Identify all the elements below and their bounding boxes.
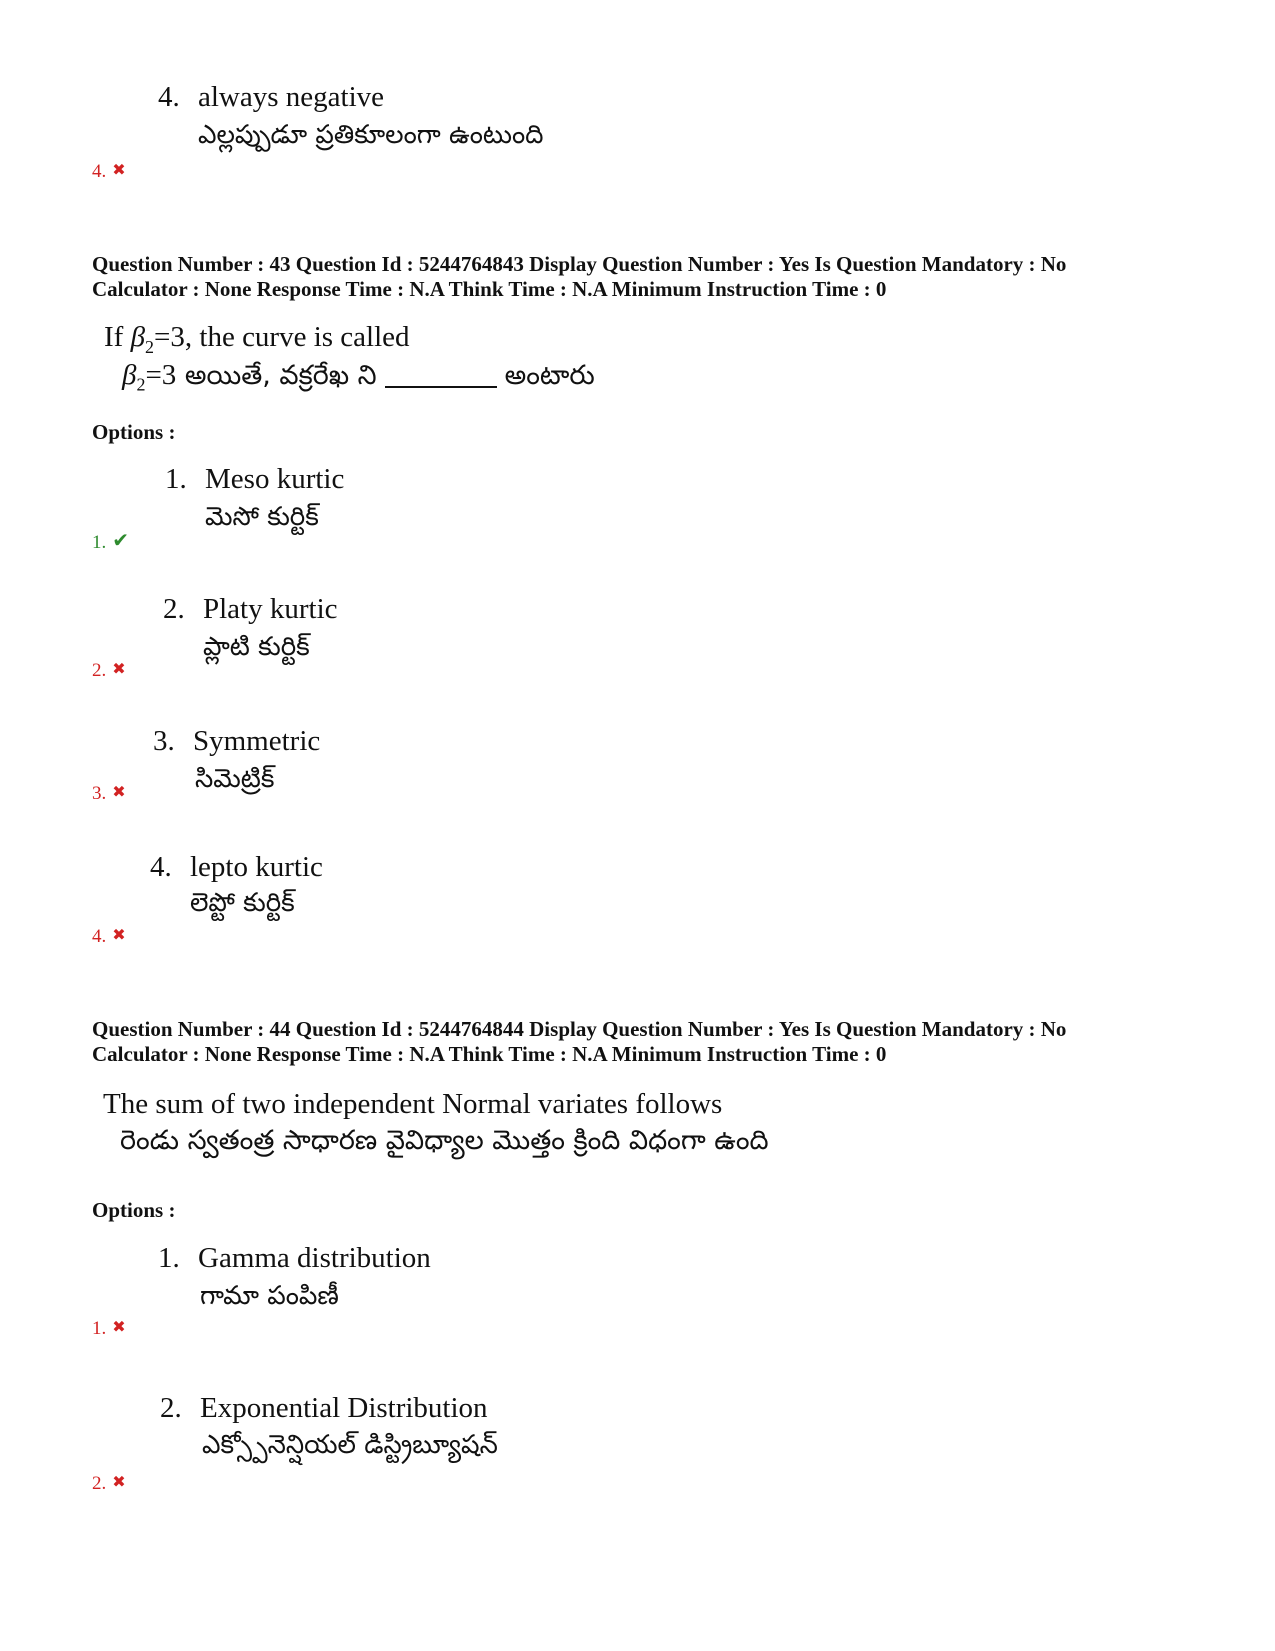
marker-number: 2.	[92, 660, 107, 681]
option-number: 3.	[153, 725, 175, 757]
q44-option-2-marker	[92, 1472, 126, 1495]
option-number: 1.	[165, 463, 187, 495]
marker-number: 2.	[92, 1473, 107, 1494]
q-prefix: If	[104, 321, 124, 353]
marker-number: 4.	[92, 161, 107, 182]
question-44-english: The sum of two independent Normal variates follows	[103, 1088, 723, 1120]
marker-number: 1.	[92, 532, 107, 553]
q43-option-2-english	[163, 592, 338, 626]
cross-icon: ✖	[112, 162, 126, 179]
q44-option-2-english	[160, 1391, 488, 1425]
q43-option-4-english	[150, 850, 323, 884]
q44-option-1-english	[158, 1241, 431, 1275]
q44-option-1-marker	[92, 1317, 126, 1340]
beta-symbol: β	[130, 321, 146, 353]
q43-option-1-marker	[92, 528, 129, 554]
q-suffix: =3, the curve is called	[154, 321, 410, 353]
option-4-marker	[92, 160, 126, 183]
q43-option-2-marker	[92, 659, 126, 682]
q-end: అంటారు	[504, 360, 595, 391]
meta-line-1: Question Number : 44 Question Id : 5244764844 Display Question Number : Yes Is Question Mandatory : No	[92, 1017, 1067, 1041]
q43-option-4-marker	[92, 925, 126, 948]
option-text: Platy kurtic	[203, 593, 338, 625]
option-4-english	[158, 80, 384, 114]
q44-option-1-telugu: గామా పంపిణీ	[200, 1281, 339, 1311]
q43-option-3-english	[153, 724, 320, 758]
option-number: 2.	[163, 593, 185, 625]
cross-icon: ✖	[112, 927, 126, 944]
option-text: Exponential Distribution	[200, 1392, 488, 1424]
q43-option-3-telugu: సిమెట్రిక్	[195, 764, 275, 794]
cross-icon: ✖	[112, 1319, 126, 1336]
option-text: Meso kurtic	[205, 463, 345, 495]
marker-number: 1.	[92, 1318, 107, 1339]
question-43-meta	[92, 252, 1242, 302]
marker-number: 3.	[92, 783, 107, 804]
question-44-telugu: రెండు స్వతంత్ర సాధారణ వైవిధ్యాల మొత్తం క్రింది విధంగా ఉంది	[120, 1125, 769, 1156]
option-text: lepto kurtic	[190, 851, 323, 883]
option-text: Gamma distribution	[198, 1242, 431, 1274]
option-number: 1.	[158, 1242, 180, 1274]
option-text: always negative	[198, 81, 385, 113]
option-number: 4.	[158, 81, 180, 113]
blank-underline	[385, 360, 497, 388]
q43-option-2-telugu: ప్లాటి కుర్టిక్	[203, 632, 310, 662]
question-44-meta	[92, 1017, 1242, 1067]
option-4-telugu: ఎల్లప్పుడూ ప్రతికూలంగా ఉంటుంది	[198, 120, 544, 150]
beta-subscript: 2	[136, 374, 146, 395]
option-text: Symmetric	[193, 725, 321, 757]
marker-number: 4.	[92, 926, 107, 947]
cross-icon: ✖	[112, 784, 126, 801]
check-icon: ✔	[112, 530, 130, 552]
q43-option-1-telugu: మెసో కుర్టిక్	[205, 502, 319, 532]
option-number: 2.	[160, 1392, 182, 1424]
q-equation: =3	[145, 359, 177, 391]
q43-option-1-english	[165, 462, 344, 496]
meta-line-1: Question Number : 43 Question Id : 5244764843 Display Question Number : Yes Is Question Mandatory : No	[92, 252, 1067, 276]
q43-option-4-telugu: లెప్టో కుర్టిక్	[190, 888, 295, 918]
cross-icon: ✖	[112, 1474, 126, 1491]
q-middle: అయితే, వక్రరేఖ ని	[184, 360, 377, 391]
beta-symbol: β	[122, 359, 137, 391]
meta-line-2: Calculator : None Response Time : N.A Think Time : N.A Minimum Instruction Time : 0	[92, 277, 887, 301]
question-43-telugu	[122, 358, 595, 401]
q44-option-2-telugu: ఎక్స్పోనెన్షియల్ డిస్ట్రిబ్యూషన్	[202, 1430, 498, 1460]
cross-icon: ✖	[112, 661, 126, 678]
options-label: Options :	[92, 420, 176, 444]
meta-line-2: Calculator : None Response Time : N.A Think Time : N.A Minimum Instruction Time : 0	[92, 1042, 887, 1066]
beta-subscript: 2	[145, 336, 155, 357]
q43-option-3-marker	[92, 782, 126, 805]
options-label: Options :	[92, 1198, 176, 1222]
option-number: 4.	[150, 851, 172, 883]
